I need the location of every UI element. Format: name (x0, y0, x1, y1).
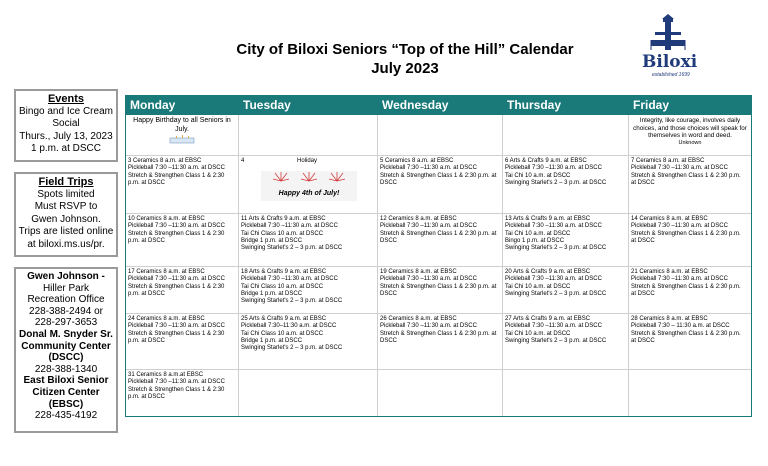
cell-line: Pickleball 7:30 –11:30 a.m. at DSCC (128, 323, 225, 330)
calendar-cell (239, 115, 378, 156)
calendar-cell (629, 115, 751, 156)
cell-line: Pickleball 7:30 –11:30 a.m. at DSCC (380, 276, 477, 283)
field-trips-line: Trips are listed online (18, 226, 114, 237)
cell-line: 7 Ceramics 8 a.m. at EBSC (631, 158, 705, 164)
cell-line: Stretch & Strengthen Class 1 & 2:30 p.m. at (380, 283, 497, 290)
cell-line: p.m. at DSCC (128, 290, 166, 297)
calendar-grid (125, 95, 752, 417)
cell-line: Bridge 1 p.m. at DSCC (241, 237, 303, 244)
cell-line: p.m. at DSCC (128, 393, 166, 400)
calendar-cell (239, 214, 378, 267)
calendar-cell (126, 267, 239, 314)
contact-name: Gwen Johnson - (27, 271, 105, 282)
cell-line: Pickleball 7:30–11:30 a.m. at DSCC (241, 323, 337, 330)
calendar-cell (126, 314, 239, 370)
calendar-cell (503, 370, 629, 416)
calendar-cell (629, 214, 751, 267)
cell-line: DSCC (380, 179, 398, 186)
cell-line: Pickleball 7:30 – 11:30 a.m. at DSCC (631, 323, 730, 330)
cell-line: p.m. at DSCC (128, 179, 166, 186)
events-box (14, 89, 118, 162)
calendar-cell (239, 267, 378, 314)
cell-line: Stretch & Strengthen Class 1 & 2:30 (128, 330, 225, 337)
cell-line: 19 Ceramics 8 a.m. at EBSC (380, 269, 457, 275)
events-line: Social (52, 118, 80, 129)
day-header: Tuesday (239, 96, 378, 115)
cell-line: Swinging Starlet's 2 – 3 p.m. at DSCC (505, 290, 607, 297)
cell-line: Stretch & Strengthen Class 1 & 2:30 (128, 283, 225, 290)
cell-line: DSCC (380, 290, 398, 297)
calendar-title (180, 40, 630, 78)
july-4th-banner (261, 171, 357, 201)
calendar-cell (378, 115, 503, 156)
cell-line: 26 Ceramics 8 a.m. at EBSC (380, 316, 457, 322)
cell-line: at DSCC (631, 290, 655, 297)
day-number: 4 (241, 158, 245, 164)
field-trips-line: at biloxi.ms.us/pr. (27, 238, 105, 250)
cell-line: DSCC (380, 237, 398, 244)
cell-line: Swinging Starlet's 2 – 3 p.m. at DSCC (505, 179, 607, 186)
cake-icon (167, 135, 197, 144)
calendar-cell (503, 214, 629, 267)
calendar-cell (503, 156, 629, 214)
cell-line: 28 Ceramics 8 a.m. at EBSC (631, 316, 708, 322)
events-line: 1 p.m. at DSCC (30, 143, 102, 154)
cell-line: 20 Arts & Crafts 9 a.m. at EBSC (505, 269, 591, 275)
cell-line: Tai Chi 10 a.m. at DSCC (505, 230, 571, 237)
cell-line: Tai Chi Class 10 a.m. at DSCC (241, 283, 324, 290)
cell-line: Pickleball 7:30 –11:30 a.m. at DSCC (380, 323, 477, 330)
cell-line: p.m. at DSCC (128, 237, 166, 244)
cell-line: Pickleball 7:30 –11:30 a.m. at DSCC (380, 223, 477, 230)
contact-box (14, 267, 118, 433)
cell-line: Tai Chi Class 10 a.m. at DSCC (241, 230, 324, 237)
calendar-cell (378, 370, 503, 416)
cell-line: 18 Arts & Crafts 9 a.m. at EBSC (241, 269, 327, 275)
cell-line: 24 Ceramics 8 a.m. at EBSC (128, 316, 205, 322)
cell-line: p.m. at DSCC (128, 337, 166, 344)
cell-line: 21 Ceramics 8 a.m. at EBSC (631, 269, 708, 275)
contact-phone: 228-388-1340 (34, 363, 98, 375)
calendar-cell (503, 314, 629, 370)
cell-line: Swinging Starlet's 2 – 3 p.m. at DSCC (241, 298, 343, 305)
cell-line: Swinging Starlet's 2 – 3 p.m. at DSCC (505, 337, 607, 344)
calendar-cell (629, 267, 751, 314)
contact-phone: 228-435-4192 (34, 410, 98, 422)
cell-line: Stretch & Strengthen Class 1 & 2:30 (128, 172, 225, 179)
cell-line: 6 Arts & Crafts 9 a.m. at EBSC (505, 158, 587, 164)
cell-line: Pickleball 7:30 –11:30 a.m. at DSCC (631, 223, 728, 230)
cell-line: Stretch & Strengthen Class 1 & 2:30 (128, 386, 225, 393)
cell-line: Pickleball 7:30 –11:30 a.m. at DSCC (505, 323, 602, 330)
field-trips-heading: Field Trips (38, 176, 94, 188)
cell-line: Pickleball 7:30 –11:30 a.m. at DSCC (128, 379, 225, 386)
fireworks-icon (261, 171, 357, 189)
cell-line: 25 Arts & Crafts 9 a.m. at EBSC (241, 316, 327, 322)
day-header: Friday (629, 96, 751, 115)
cell-line: Bridge 1 p.m. at DSCC (241, 290, 303, 297)
calendar-cell (503, 115, 629, 156)
contact-phone: 228-297-3653 (34, 317, 98, 329)
cell-line: 14 Ceramics 8 a.m. at EBSC (631, 216, 708, 222)
cell-line: Stretch & Strengthen Class 1 & 2:30 p.m. at (380, 330, 497, 337)
field-trips-line: Must RSVP to (34, 201, 98, 212)
calendar-cell (126, 115, 239, 156)
cell-line: Stretch & Strengthen Class 1 & 2:30 p.m. (631, 330, 741, 337)
field-trips-box (14, 172, 118, 257)
field-trips-line: Gwen Johnson. (31, 213, 101, 225)
center-name: Donal M. Snyder Sr. Community Center (DSCC) (19, 328, 113, 364)
cell-line: Swinging Starlet's 2 – 3 p.m. at DSCC (241, 245, 343, 252)
cell-line: Stretch & Strengthen Class 1 & 2:30 (128, 230, 225, 237)
cell-line: 10 Ceramics 8 a.m. at EBSC (128, 216, 205, 222)
contact-org: Hiller Park Recreation Office (27, 282, 105, 306)
day-header: Wednesday (378, 96, 503, 115)
calendar-cell (239, 156, 378, 214)
cell-line: DSCC (380, 337, 398, 344)
center-name: East Biloxi Senior Citizen Center (EBSC) (23, 375, 109, 410)
cell-line: Stretch & Strengthen Class 1 & 2:30 p.m. (631, 230, 741, 237)
cell-line: 5 Ceramics 8 a.m. at EBSC (380, 158, 454, 164)
calendar-cell (126, 370, 239, 416)
events-heading: Events (47, 93, 85, 105)
friday-quote: Integrity, like courage, involves daily choices, and those choices will speak for themselves in word and deed. (633, 117, 747, 139)
title-line-2: July 2023 (371, 60, 439, 77)
cell-line: Swinging Starlet's 2 – 3 p.m. at DSCC (505, 245, 607, 252)
cell-line: Stretch & Strengthen Class 1 & 2:30 p.m. (631, 172, 741, 179)
cell-line: 12 Ceramics 8 a.m. at EBSC (380, 216, 457, 222)
calendar-cell (378, 314, 503, 370)
cell-line: at DSCC (631, 337, 655, 344)
calendar-cell (126, 156, 239, 214)
contact-phone: 228-388-2494 or (29, 305, 103, 317)
cell-line: Bingo 1 p.m. at DSCC (505, 237, 565, 244)
cell-line: Pickleball 7:30 –11:30 a.m. at DSCC (631, 165, 728, 172)
cell-line: at DSCC (631, 237, 655, 244)
cell-line: Stretch & Strengthen Class 1 & 2:30 p.m. (631, 283, 741, 290)
cell-line: Stretch & Strengthen Class 1 & 2:30 p.m. at (380, 172, 497, 179)
calendar-cell (378, 156, 503, 214)
field-trips-line: Spots limited (37, 188, 95, 200)
cell-line: 11 Arts & Crafts 9 a.m. at EBSC (241, 216, 326, 222)
cell-line: at DSCC (631, 179, 655, 186)
events-line: Thurs., July 13, 2023 (19, 130, 113, 142)
cell-line: Pickleball 7:30 –11:30 a.m. at DSCC (380, 165, 477, 172)
birthday-note: Happy Birthday to all Seniors in July. (133, 117, 231, 133)
cell-line: Pickleball 7:30 –11:30 a.m. at DSCC (505, 165, 602, 172)
cell-line: 3 Ceramics 8 a.m. at EBSC (128, 158, 202, 164)
cell-line: Tai Chi 10 a.m. at DSCC (505, 330, 571, 337)
logo-wordmark: Biloxi (642, 52, 698, 72)
cell-line: Stretch & Strengthen Class 1 & 2:30 p.m. at (380, 230, 497, 237)
events-line: Bingo and Ice Cream (19, 105, 113, 117)
cell-line: Tai Chi 10 a.m. at DSCC (505, 172, 571, 179)
logo-established: established 1699 (652, 72, 690, 78)
cell-line: Bridge 1 p.m. at DSCC (241, 337, 303, 344)
calendar-cell (239, 314, 378, 370)
banner-text: Happy 4th of July! (278, 190, 340, 197)
cell-line: Pickleball 7:30 –11:30 a.m. at DSCC (241, 276, 338, 283)
cell-line: 27 Arts & Crafts 9 a.m. at EBSC (505, 316, 591, 322)
calendar-cell (239, 370, 378, 416)
cell-line: 31 Ceramics 8 a.m.at EBSC (128, 372, 204, 378)
cell-line: Tai Chi Class 10 a.m. at DSCC (241, 330, 324, 337)
cell-line: Pickleball 7:30 –11:30 a.m. at DSCC (505, 223, 602, 230)
holiday-label: Holiday (297, 158, 318, 164)
cell-line: Tai Chi 10 a.m. at DSCC (505, 283, 571, 290)
calendar-cell (503, 267, 629, 314)
calendar-cell (629, 314, 751, 370)
cell-line: Pickleball 7:30 –11:30 a.m. at DSCC (241, 223, 338, 230)
calendar-cell (378, 214, 503, 267)
cell-line: Pickleball 7:30 –11:30 a.m. at DSCC (631, 276, 728, 283)
cell-line: Pickleball 7:30 –11:30 a.m. at DSCC (505, 276, 602, 283)
calendar-cell (378, 267, 503, 314)
cell-line: 13 Arts & Crafts 9 a.m. at EBSC (505, 216, 591, 222)
quote-author: Unknown (678, 139, 702, 146)
day-header: Thursday (503, 96, 629, 115)
cell-line: Pickleball 7:30 –11:30 a.m. at DSCC (128, 165, 225, 172)
calendar-cell (126, 214, 239, 267)
calendar-cell (629, 156, 751, 214)
cell-line: Swinging Starlet's 2 – 3 p.m. at DSCC (241, 345, 343, 352)
cell-line: Pickleball 7:30 –11:30 a.m. at DSCC (128, 223, 225, 230)
cell-line: Pickleball 7:30 –11:30 a.m. at DSCC (128, 276, 225, 283)
title-line-1: City of Biloxi Seniors “Top of the Hill” Calendar (236, 41, 574, 58)
calendar-cell (629, 370, 751, 416)
day-header: Monday (126, 96, 239, 115)
cell-line: 17 Ceramics 8 a.m. at EBSC (128, 269, 205, 275)
